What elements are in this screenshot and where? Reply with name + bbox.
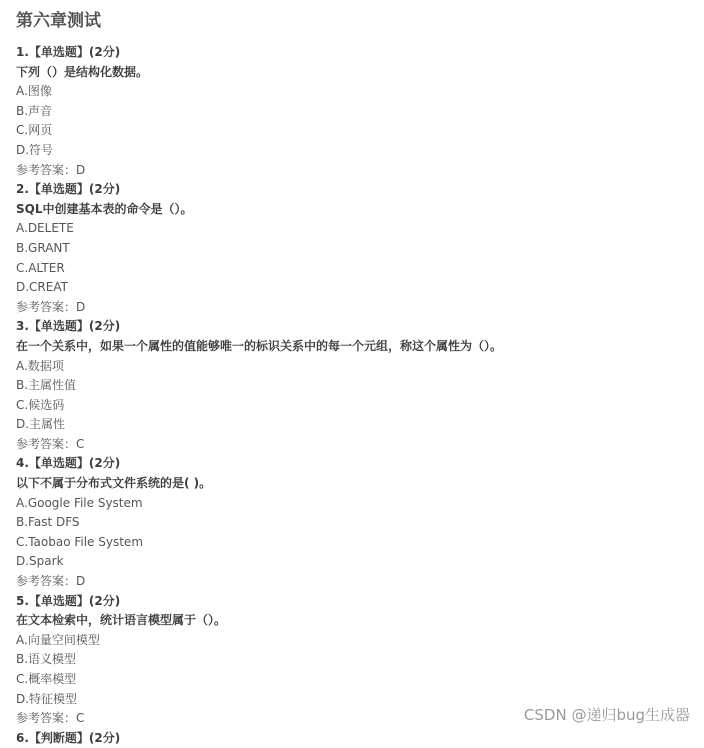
option-a: A.图像 bbox=[16, 84, 52, 99]
question-1 bbox=[16, 43, 704, 180]
question-stem: 下列（）是结构化数据。 bbox=[16, 64, 149, 79]
option-a: A.数据项 bbox=[16, 358, 64, 373]
option-b: B.GRANT bbox=[16, 240, 70, 255]
option-c: C.网页 bbox=[16, 123, 53, 138]
reference-answer: 参考答案：D bbox=[16, 162, 86, 177]
question-stem: SQL中创建基本表的命令是（）。 bbox=[16, 201, 193, 216]
question-2 bbox=[16, 180, 704, 317]
option-c: C.候选码 bbox=[16, 397, 65, 412]
test-document bbox=[16, 10, 704, 748]
option-a: A.向量空间模型 bbox=[16, 632, 100, 647]
option-a: A.DELETE bbox=[16, 221, 74, 236]
option-d: D.主属性 bbox=[16, 417, 66, 432]
option-b: B.语义模型 bbox=[16, 652, 77, 667]
option-a: A.Google File System bbox=[16, 495, 143, 510]
option-d: D.Spark bbox=[16, 554, 64, 569]
question-4 bbox=[16, 454, 704, 591]
reference-answer: 参考答案：C bbox=[16, 436, 85, 451]
option-d: D.特征模型 bbox=[16, 691, 78, 706]
question-stem: 在一个关系中，如果一个属性的值能够唯一的标识关系中的每一个元组，称这个属性为（）。 bbox=[16, 338, 503, 353]
question-header: 4.【单选题】(2分) bbox=[16, 456, 121, 471]
question-stem: 以下不属于分布式文件系统的是( )。 bbox=[16, 476, 212, 491]
option-b: B.主属性值 bbox=[16, 378, 77, 393]
question-stem: 在文本检索中，统计语言模型属于（）。 bbox=[16, 613, 227, 628]
option-c: C.概率模型 bbox=[16, 672, 77, 686]
question-header: 3.【单选题】(2分) bbox=[16, 319, 121, 334]
csdn-watermark: CSDN @递归bug生成器 bbox=[523, 706, 690, 724]
reference-answer: 参考答案：C bbox=[16, 711, 85, 726]
question-6-header-partial: 6.【判断题】(2分) bbox=[16, 730, 121, 745]
question-header: 5.【单选题】(2分) bbox=[16, 593, 121, 608]
option-c: C.ALTER bbox=[16, 260, 65, 275]
option-b: B.Fast DFS bbox=[16, 515, 80, 530]
page-title: 第六章测试 bbox=[16, 11, 101, 31]
question-3 bbox=[16, 317, 704, 454]
option-b: B.声音 bbox=[16, 103, 53, 118]
reference-answer: 参考答案：D bbox=[16, 574, 86, 589]
reference-answer: 参考答案：D bbox=[16, 299, 86, 314]
option-c: C.Taobao File System bbox=[16, 534, 144, 549]
question-header: 1.【单选题】(2分) bbox=[16, 45, 121, 59]
option-d: D.CREAT bbox=[16, 280, 68, 295]
option-d: D.符号 bbox=[16, 142, 54, 157]
question-header: 2.【单选题】(2分) bbox=[16, 182, 121, 197]
